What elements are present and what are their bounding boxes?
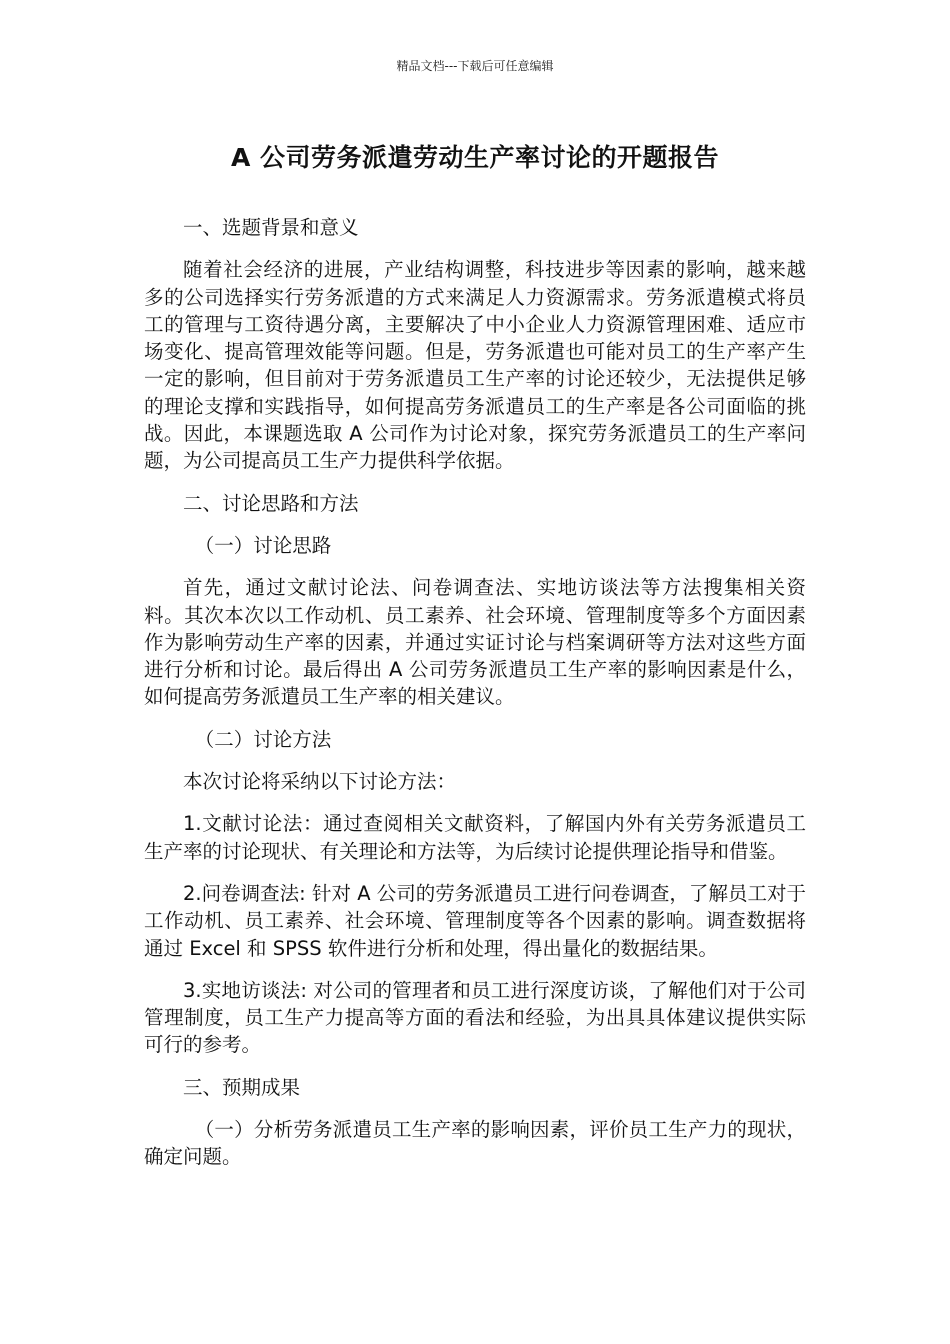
section-heading-background: 一、选题背景和意义 [183,216,359,239]
document-body [144,214,806,1186]
section-heading-approach: 二、讨论思路和方法 [183,491,359,515]
expected-result-1: （一）分析劳务派遣员工生产率的影响因素，评价员工生产力的现状，确定问题。 [144,1118,806,1169]
method-questionnaire: 2.问卷调查法: 针对 A 公司的劳务派遣员工进行问卷调查，了解员工对于工作动机、员工素养、社会环境、管理制度等各个因素的影响。调查数据将通过 Excel 和 SPSS 软件进行分析和处理，得出量化的数据结果。 [144,881,806,960]
method-interview: 3.实地访谈法: 对公司的管理者和员工进行深度访谈，了解他们对于公司管理制度，员工生产力提高等方面的看法和经验，为出具具体建议提供实际可行的参考。 [144,978,806,1057]
subsection-heading-methods: （二）讨论方法 [194,727,332,751]
page-header: 精品文档---下载后可任意编辑 [396,59,554,73]
document-title: A 公司劳务派遣劳动生产率讨论的开题报告 [230,143,720,172]
method-literature: 1.文献讨论法：通过查阅相关文献资料，了解国内外有关劳务派遣员工生产率的讨论现状、有关理论和方法等，为后续讨论提供理论指导和借鉴。 [144,812,806,863]
subsection-heading-approach-idea: （一）讨论思路 [194,533,332,557]
paragraph-approach-idea: 首先，通过文献讨论法、问卷调查法、实地访谈法等方法搜集相关资料。其次本次以工作动机、员工素养、社会环境、管理制度等多个方面因素作为影响劳动生产率的因素，并通过实证讨论与档案调研等方法对这些方面进行分析和讨论。最后得出 A 公司劳务派遣员工生产率的影响因素是什么，如何提高劳务派遣员工生产率的相关建议。 [144,576,806,709]
paragraph-methods-intro: 本次讨论将采纳以下讨论方法： [183,770,457,794]
paragraph-background: 随着社会经济的进展，产业结构调整，科技进步等因素的影响，越来越多的公司选择实行劳务派遣的方式来满足人力资源需求。劳务派遣模式将员工的管理与工资待遇分离，主要解决了中小企业人力资源管理困难、适应市场变化、提高管理效能等问题。但是，劳务派遣也可能对员工的生产率产生一定的影响，但目前对于劳务派遣员工生产率的讨论还较少，无法提供足够的理论支撑和实践指导，如何提高劳务派遣员工的生产率是各公司面临的挑战。因此，本课题选取 A 公司作为讨论对象，探究劳务派遣员工的生产率问题，为公司提高员工生产力提供科学依据。 [144,258,806,473]
section-heading-expected-results: 三、预期成果 [183,1075,301,1099]
